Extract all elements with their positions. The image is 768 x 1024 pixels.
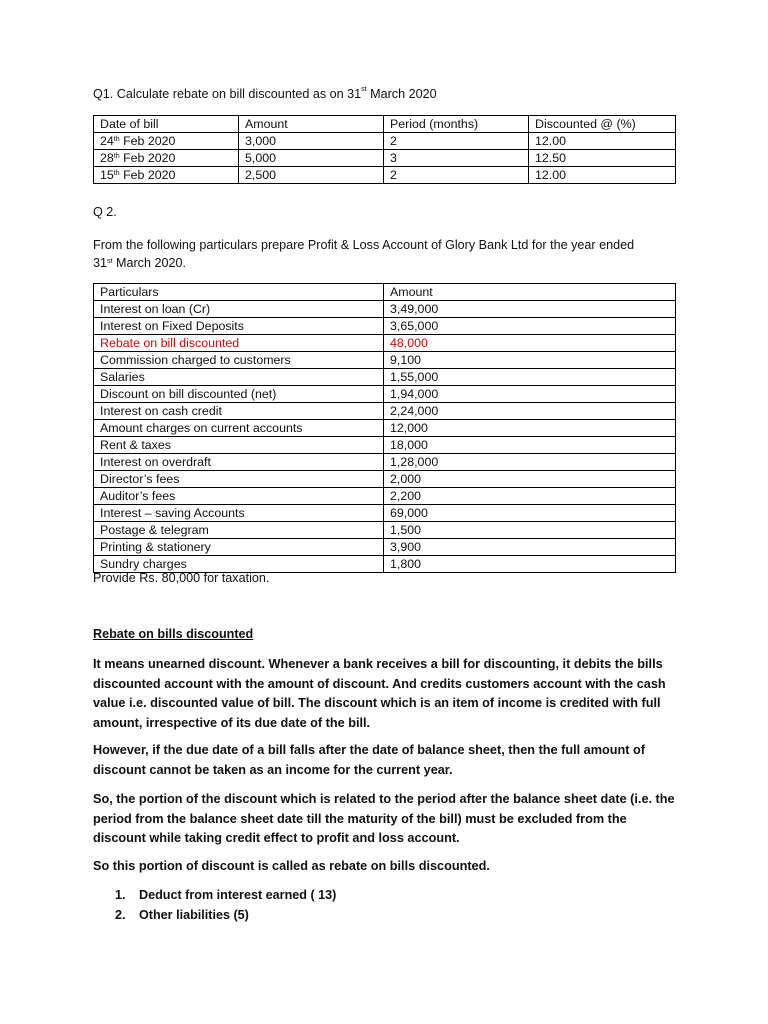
q2-table-row bbox=[94, 352, 676, 369]
q2-table-row bbox=[94, 454, 676, 471]
q1-rate-cell: 12.00 bbox=[529, 167, 676, 184]
q2-table-row bbox=[94, 522, 676, 539]
rebate-paragraph-4: So this portion of discount is called as rebate on bills discounted. bbox=[93, 859, 490, 873]
list-item-number: 1. bbox=[115, 888, 126, 902]
rebate-paragraph-3: So, the portion of the discount which is related to the period after the balance sheet date (i.e. the period from the balance sheet date till the maturity of the bill) must be excluded from the discount while taking credit effect to profit and loss account. bbox=[93, 792, 675, 845]
q1-month: Feb 2020 bbox=[119, 134, 176, 148]
q1-amount-cell: 2,500 bbox=[239, 167, 384, 184]
amount-cell: 1,55,000 bbox=[384, 369, 676, 386]
q2-table-row bbox=[94, 301, 676, 318]
q1-date-cell bbox=[94, 133, 239, 150]
amount-cell: 1,28,000 bbox=[384, 454, 676, 471]
particular-cell: Director’s fees bbox=[94, 471, 384, 488]
amount-cell: Amount bbox=[384, 284, 676, 301]
amount-cell: 18,000 bbox=[384, 437, 676, 454]
q2-table-row bbox=[94, 369, 676, 386]
amount-cell: 3,900 bbox=[384, 539, 676, 556]
amount-cell: 2,000 bbox=[384, 471, 676, 488]
amount-cell: 3,65,000 bbox=[384, 318, 676, 335]
q1-day-sup: th bbox=[113, 153, 120, 160]
q1-date-cell bbox=[94, 150, 239, 167]
particular-cell: Rebate on bill discounted bbox=[94, 335, 384, 352]
q1-day: 28 bbox=[100, 151, 114, 165]
q2-table-row bbox=[94, 386, 676, 403]
amount-cell: 48,000 bbox=[384, 335, 676, 352]
q1-period-cell: 2 bbox=[384, 133, 529, 150]
rebate-paragraph-1: It means unearned discount. Whenever a bank receives a bill for discounting, it debits the bills discounted account with the amount of discount. And credits customers account with the cash value i.e. discounted value of bill. The discount which is an item of income is credited with full amount, irrespective of its due date of the bill. bbox=[93, 657, 666, 730]
amount-cell: 69,000 bbox=[384, 505, 676, 522]
q1-amount-cell: 3,000 bbox=[239, 133, 384, 150]
particular-cell: Salaries bbox=[94, 369, 384, 386]
q2-table-row bbox=[94, 505, 676, 522]
q1-title-suffix: March 2020 bbox=[366, 87, 437, 101]
q2-table-row bbox=[94, 437, 676, 454]
particular-cell: Interest on cash credit bbox=[94, 403, 384, 420]
q2-label: Q 2. bbox=[93, 205, 117, 219]
q1-rate-cell: 12.50 bbox=[529, 150, 676, 167]
taxation-note: Provide Rs. 80,000 for taxation. bbox=[93, 571, 270, 585]
q1-title bbox=[93, 87, 437, 101]
q1-month: Feb 2020 bbox=[119, 151, 176, 165]
particular-cell: Interest on Fixed Deposits bbox=[94, 318, 384, 335]
list-item-number: 2. bbox=[115, 907, 126, 922]
q1-amount-cell: 5,000 bbox=[239, 150, 384, 167]
particular-cell: Interest on overdraft bbox=[94, 454, 384, 471]
amount-cell: 2,24,000 bbox=[384, 403, 676, 420]
q2-table-row bbox=[94, 318, 676, 335]
particular-cell: Auditor’s fees bbox=[94, 488, 384, 505]
q1-month: Feb 2020 bbox=[119, 168, 176, 182]
particular-cell: Interest on loan (Cr) bbox=[94, 301, 384, 318]
q1-period-cell: 2 bbox=[384, 167, 529, 184]
q2-question bbox=[93, 236, 675, 272]
particular-cell: Commission charged to customers bbox=[94, 352, 384, 369]
amount-cell: 3,49,000 bbox=[384, 301, 676, 318]
q2-header-row bbox=[94, 284, 676, 301]
amount-cell: 9,100 bbox=[384, 352, 676, 369]
q2-table-row bbox=[94, 335, 676, 352]
amount-cell: 1,800 bbox=[384, 556, 676, 573]
q1-title-sup: st bbox=[361, 86, 367, 93]
q1-date-cell bbox=[94, 167, 239, 184]
amount-cell: 2,200 bbox=[384, 488, 676, 505]
q2-table-row bbox=[94, 403, 676, 420]
q2-table-row bbox=[94, 539, 676, 556]
q1-header-amount: Amount bbox=[239, 116, 384, 133]
q1-day: 15 bbox=[100, 168, 114, 182]
list-item-text: Deduct from interest earned ( 13) bbox=[139, 888, 337, 902]
rebate-heading: Rebate on bills discounted bbox=[93, 627, 254, 641]
q1-table-row bbox=[94, 133, 676, 150]
particular-cell: Rent & taxes bbox=[94, 437, 384, 454]
q1-period-cell: 3 bbox=[384, 150, 529, 167]
q2-table-row bbox=[94, 471, 676, 488]
q1-day-sup: th bbox=[113, 170, 120, 177]
rebate-paragraph-2: However, if the due date of a bill falls after the date of balance sheet, then the full amount of discount cannot be taken as an income for the current year. bbox=[93, 743, 645, 777]
list-item bbox=[115, 886, 336, 906]
q2-day-sup: st bbox=[107, 258, 113, 265]
q1-title-text: Q1. Calculate rebate on bill discounted as on 31 bbox=[93, 87, 362, 101]
q1-rate-cell: 12.00 bbox=[529, 133, 676, 150]
list-item-text: Other liabilities (5) bbox=[139, 907, 249, 922]
particular-cell: Particulars bbox=[94, 284, 384, 301]
q2-table-row bbox=[94, 420, 676, 437]
q1-header-period: Period (months) bbox=[384, 116, 529, 133]
q1-header-rate: Discounted @ (%) bbox=[529, 116, 676, 133]
q1-header-date: Date of bill bbox=[94, 116, 239, 133]
q2-table-row bbox=[94, 556, 676, 573]
particular-cell: Sundry charges bbox=[94, 556, 384, 573]
q2-table-row bbox=[94, 488, 676, 505]
amount-cell: 1,94,000 bbox=[384, 386, 676, 403]
q2-question-line2 bbox=[93, 254, 675, 272]
list-item bbox=[115, 906, 336, 926]
q1-table bbox=[93, 115, 676, 184]
particular-cell: Postage & telegram bbox=[94, 522, 384, 539]
q2-date-rest: March 2020. bbox=[112, 256, 186, 270]
q1-day: 24 bbox=[100, 134, 114, 148]
q2-day: 31 bbox=[93, 256, 108, 270]
particular-cell: Printing & stationery bbox=[94, 539, 384, 556]
q2-table bbox=[93, 283, 676, 573]
amount-cell: 1,500 bbox=[384, 522, 676, 539]
particular-cell: Discount on bill discounted (net) bbox=[94, 386, 384, 403]
q2-question-line1: From the following particulars prepare Profit & Loss Account of Glory Bank Ltd for the year ended bbox=[93, 238, 635, 252]
q1-table-row bbox=[94, 150, 676, 167]
rebate-list bbox=[115, 886, 336, 925]
q1-table-row bbox=[94, 167, 676, 184]
q1-day-sup: th bbox=[113, 136, 120, 143]
q1-header-row bbox=[94, 116, 676, 133]
particular-cell: Amount charges on current accounts bbox=[94, 420, 384, 437]
amount-cell: 12,000 bbox=[384, 420, 676, 437]
particular-cell: Interest – saving Accounts bbox=[94, 505, 384, 522]
